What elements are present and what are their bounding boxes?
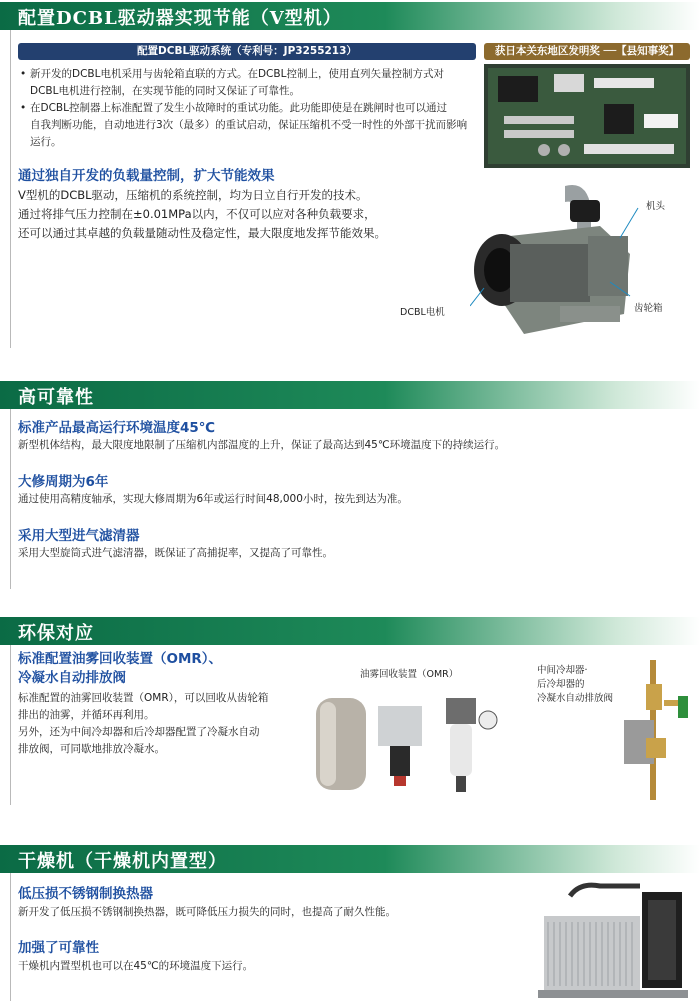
bullet-line: 在DCBL控制器上标准配置了发生小故障时的重试功能。此功能即使是在跳闸时也可以通过	[30, 102, 447, 114]
body-line: 另外，还为中间冷却器和后冷却器配置了冷凝水自动	[18, 726, 260, 738]
omr-device-photo	[310, 692, 506, 800]
section-rule	[10, 873, 11, 1001]
reliability-heading-2: 大修周期为6年	[18, 474, 109, 490]
heading-line: 标准配置油雾回收装置（OMR）、	[18, 651, 223, 667]
bullet-line: 运行。	[30, 136, 62, 148]
energy-subheading: 通过独自开发的负载量控制，扩大节能效果	[18, 168, 275, 184]
caption-line: 中间冷却器·	[537, 665, 588, 676]
section-band-energy	[0, 2, 700, 30]
body-line: 排放阀，可同歇地排放冷凝水。	[18, 743, 165, 755]
dryer-heading-1: 低压损不锈钢制换热器	[18, 886, 153, 902]
reliability-heading-1: 标准产品最高运行环境温度45℃	[18, 420, 216, 436]
valve-caption	[537, 664, 613, 706]
bullet-line: 新开发的DCBL电机采用与齿轮箱直联的方式。在DCBL控制上，使用直列矢量控制方式对	[30, 68, 444, 80]
body-line: 通过将排气压力控制在±0.01MPa以内，不仅可以应对各种负载要求，	[18, 207, 376, 221]
drain-valve-photo	[616, 660, 696, 800]
reliability-text-3: 采用大型旋筒式进气滤清器，既保证了高捕捉率，又提高了可靠性。	[18, 547, 333, 559]
compressor-photo	[470, 178, 640, 340]
heading-line: 冷凝水自动排放阀	[18, 670, 126, 686]
body-line: 标准配置的油雾回收装置（OMR），可以回收从齿轮箱	[18, 692, 269, 704]
controller-board-photo	[484, 64, 690, 168]
bullet-line: DCBL电机进行控制，在实现节能的同时又保证了可靠性。	[30, 85, 300, 97]
section-title-environment: 环保对应	[18, 623, 94, 644]
label-head: 机头	[646, 201, 666, 212]
environment-body	[18, 690, 318, 758]
section-band-dryer	[0, 845, 700, 873]
dryer-text-1: 新开发了低压损不锈钢制换热器，既可降低压力损失的同时，也提高了耐久性能。	[18, 906, 396, 918]
reliability-text-2: 通过使用高精度轴承，实现大修周期为6年或运行时间48,000小时，按先到达为准。	[18, 493, 408, 505]
dryer-heading-2: 加强了可靠性	[18, 940, 99, 956]
section-band-reliability	[0, 381, 700, 409]
section-rule	[10, 409, 11, 589]
label-gearbox: 齿轮箱	[634, 303, 663, 314]
label-motor: DCBL电机	[400, 307, 445, 318]
section-band-environment	[0, 617, 700, 645]
section-title-dryer: 干燥机（干燥机内置型）	[18, 851, 227, 872]
dryer-text-2: 干燥机内置型机也可以在45℃的环境温度下运行。	[18, 960, 254, 972]
body-line: 还可以通过其卓越的负载量随动性及稳定性，最大限度地发挥节能效果。	[18, 226, 386, 240]
body-line: V型机的DCBL驱动，压缩机的系统控制，均为日立自行开发的技术。	[18, 188, 368, 202]
environment-heading	[18, 650, 222, 688]
section-title-energy: 配置DCBL驱动器实现节能（V型机）	[18, 8, 342, 29]
section-rule	[10, 645, 11, 805]
caption-line: 冷凝水自动排放阀	[537, 693, 614, 704]
section-rule	[10, 30, 11, 348]
bullet-item	[18, 100, 490, 151]
bullet-item	[18, 66, 490, 100]
section-title-reliability: 高可靠性	[18, 387, 94, 408]
patent-pill: 配置DCBL驱动系统（专利号：JP3255213）	[18, 43, 476, 60]
dryer-unit-photo	[530, 876, 696, 1002]
reliability-heading-3: 采用大型进气滤清器	[18, 528, 140, 544]
award-pill: 获日本关东地区发明奖 ──【县知事奖】	[484, 43, 690, 60]
bullet-line: 自我判断功能，自动地进行3次（最多）的重试启动，保证压缩机不受一时性的外部干扰而影响	[30, 119, 468, 131]
omr-caption: 油雾回收装置（OMR）	[360, 669, 459, 680]
reliability-text-1: 新型机体结构，最大限度地限制了压缩机内部温度的上升，保证了最高达到45℃环境温度下的持续运行。	[18, 439, 506, 451]
body-line: 排出的油雾，并循环再利用。	[18, 709, 155, 721]
caption-line: 后冷却器的	[537, 679, 585, 690]
energy-body	[18, 186, 438, 243]
